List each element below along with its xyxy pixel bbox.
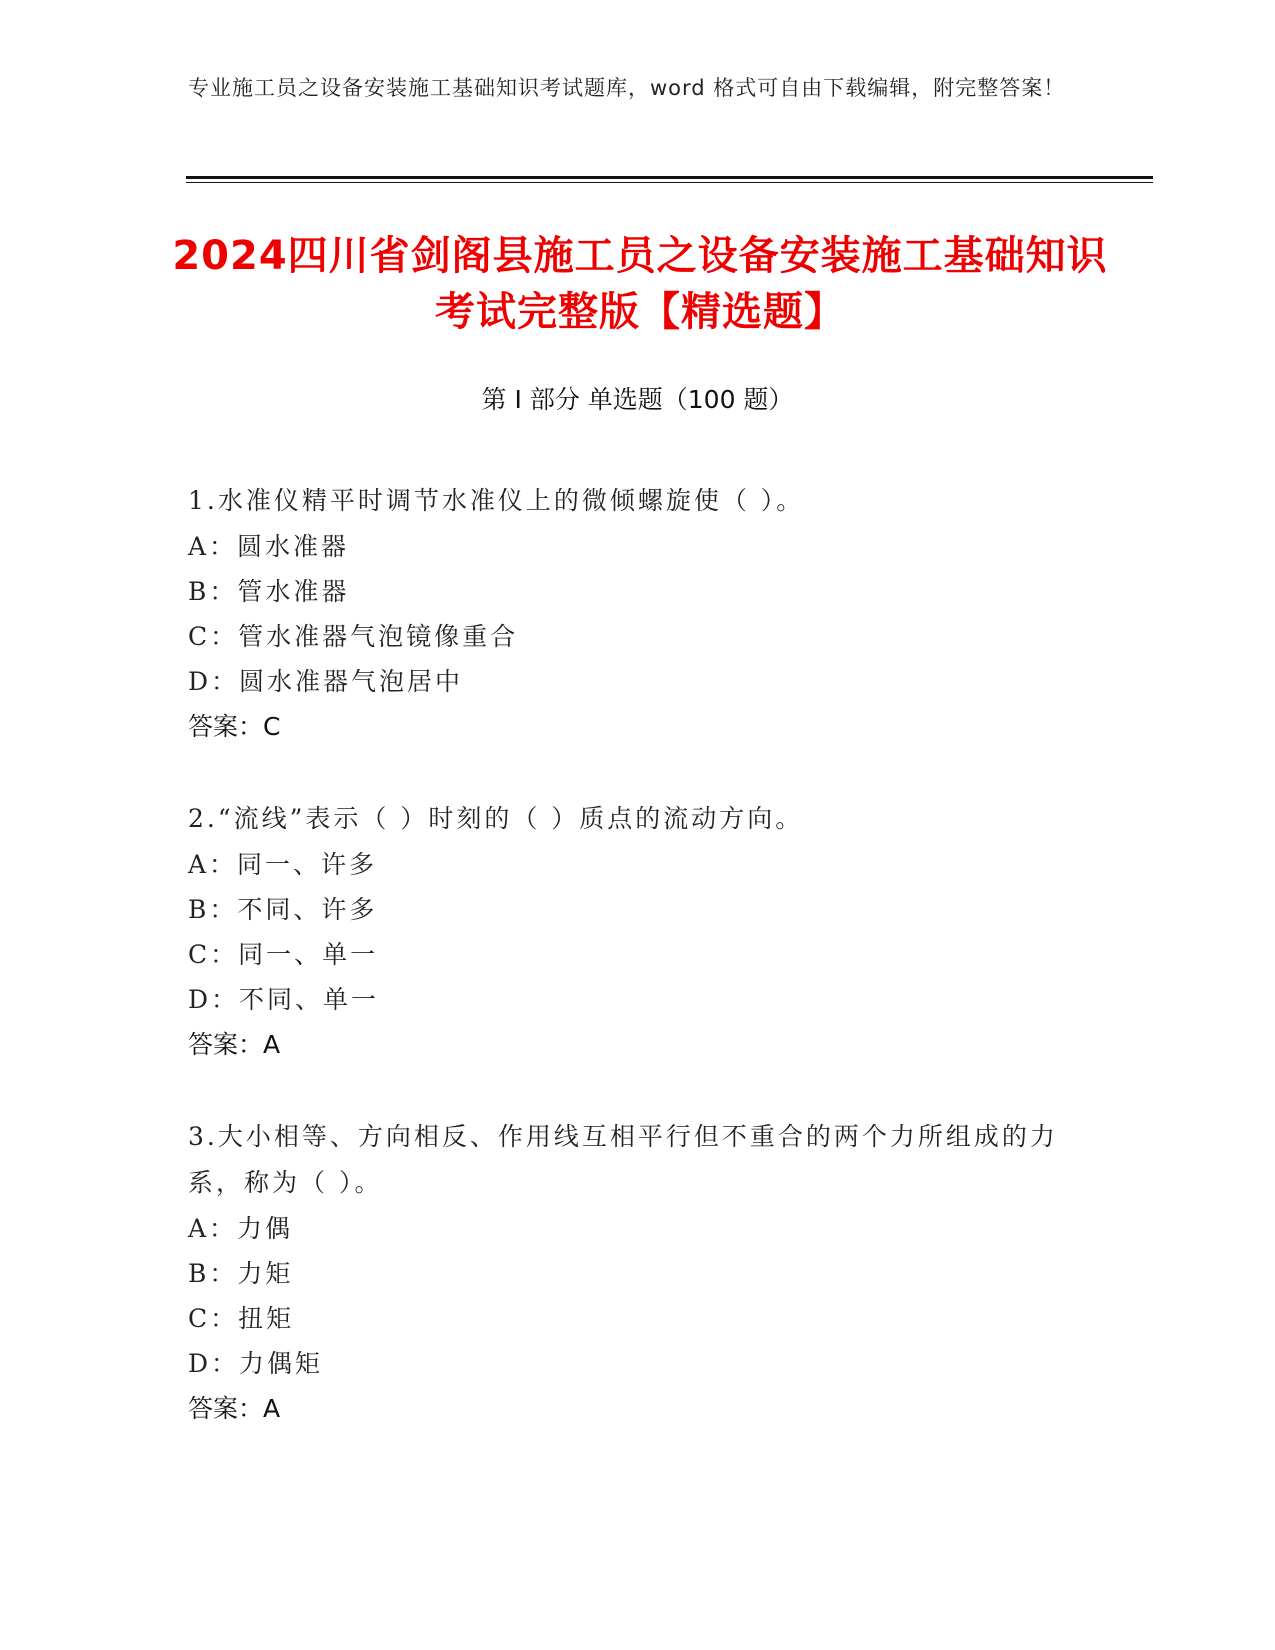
option-b: B：管水准器	[188, 577, 350, 606]
option-a: A：同一、许多	[188, 850, 378, 879]
question-list	[188, 478, 1068, 1478]
option-a: A：力偶	[188, 1214, 294, 1243]
answer-line: 答案：A	[188, 1030, 281, 1059]
answer-line: 答案：C	[188, 712, 281, 741]
header-note: 专业施工员之设备安装施工基础知识考试题库，word 格式可自由下载编辑，附完整答案！	[188, 76, 1066, 100]
question-3	[188, 1114, 1068, 1431]
option-a: A：圆水准器	[188, 532, 350, 561]
document-title: 2024四川省剑阁县施工员之设备安装施工基础知识考试完整版【精选题】	[172, 233, 1108, 335]
option-d: D：力偶矩	[188, 1349, 324, 1378]
question-stem: 1.水准仪精平时调节水准仪上的微倾螺旋使（ ）。	[188, 486, 805, 515]
section-title: 第 I 部分 单选题（100 题）	[481, 385, 794, 414]
option-c: C：同一、单一	[188, 940, 379, 969]
question-stem: 2.“流线”表示（ ）时刻的（ ）质点的流动方向。	[188, 804, 804, 833]
question-2	[188, 796, 1068, 1067]
header-rule-thick	[186, 176, 1153, 179]
option-d: D：圆水准器气泡居中	[188, 667, 464, 696]
option-d: D：不同、单一	[188, 985, 380, 1014]
answer-line: 答案：A	[188, 1394, 281, 1423]
option-b: B：力矩	[188, 1259, 294, 1288]
option-c: C：扭矩	[188, 1304, 295, 1333]
option-b: B：不同、许多	[188, 895, 378, 924]
header-rule-thin	[186, 182, 1153, 183]
question-1	[188, 478, 1068, 749]
question-stem: 3.大小相等、方向相反、作用线互相平行但不重合的两个力所组成的力系，称为（ ）。	[188, 1122, 1058, 1197]
option-c: C：管水准器气泡镜像重合	[188, 622, 519, 651]
